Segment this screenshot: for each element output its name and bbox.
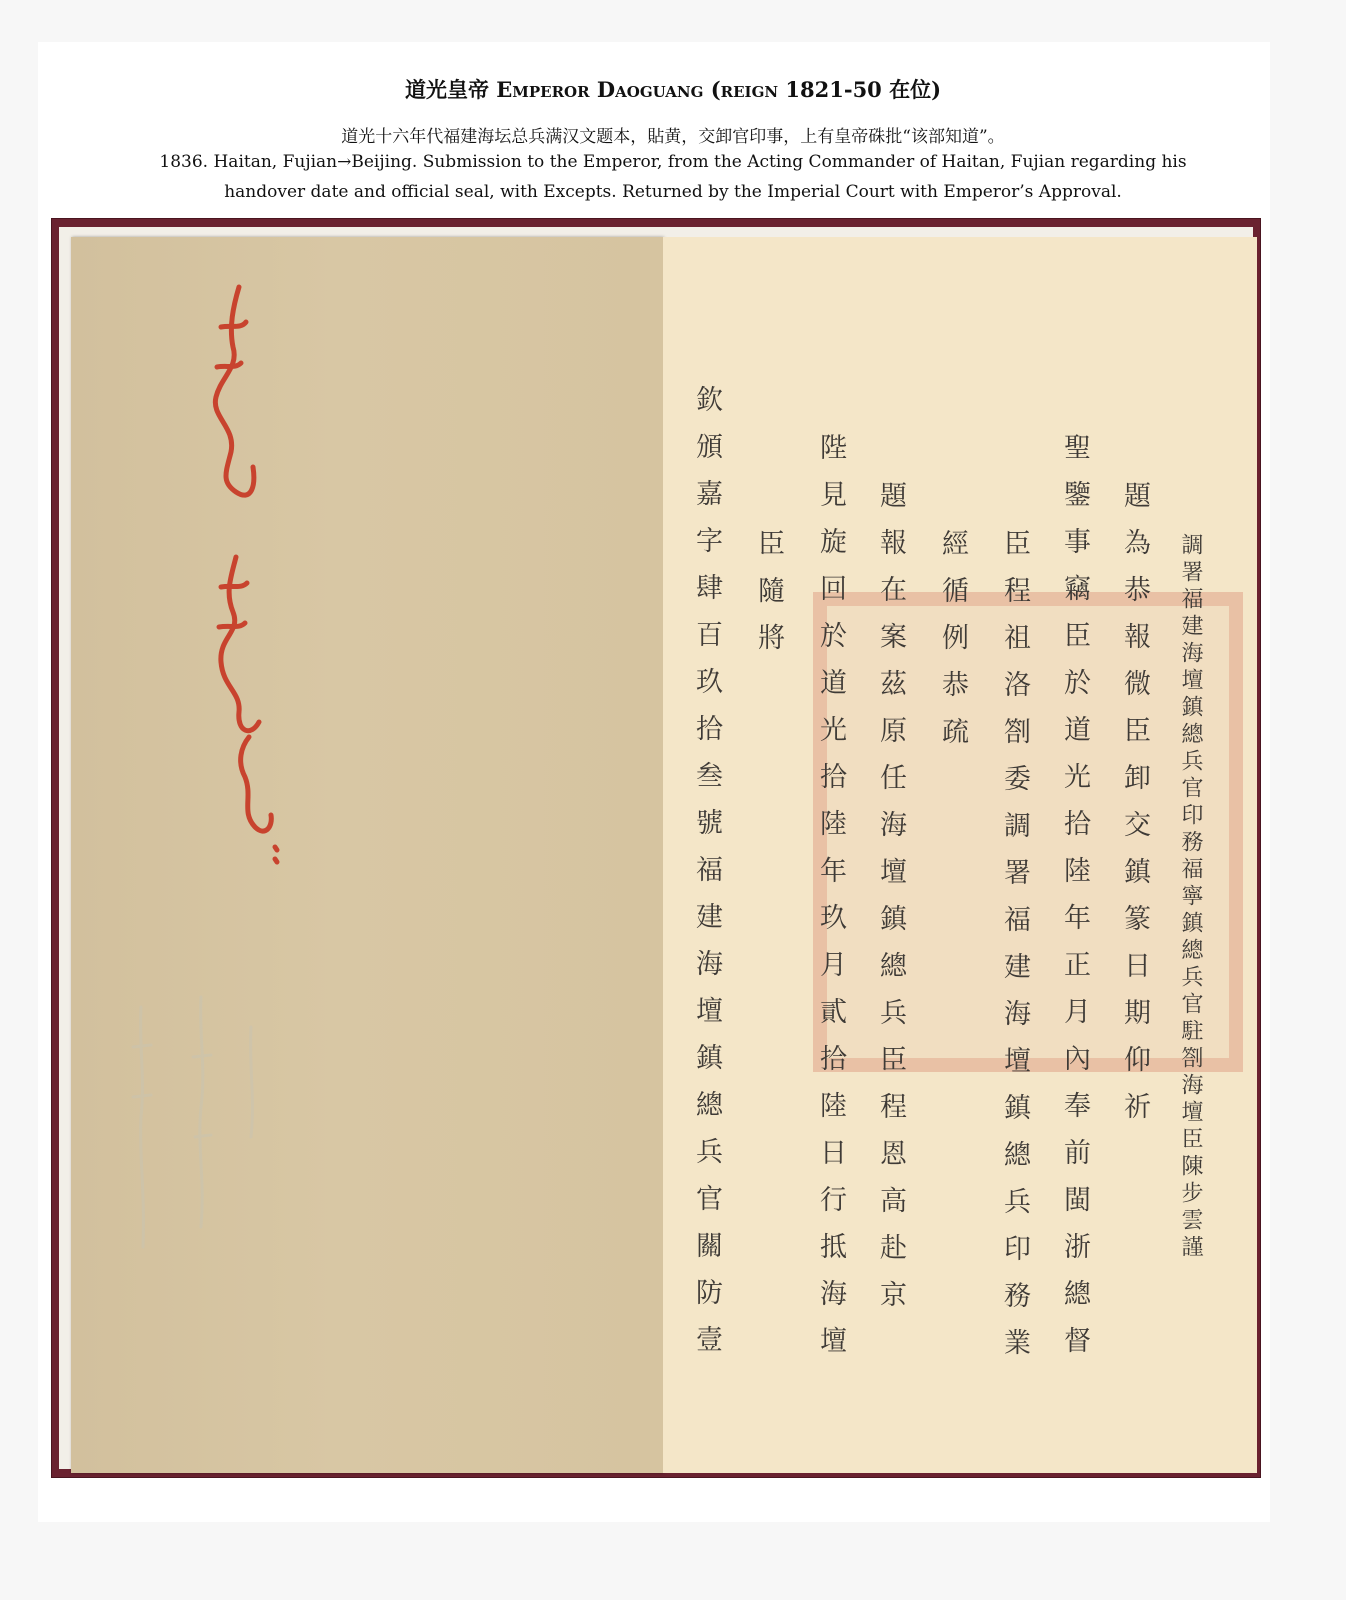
page-title [0,74,1346,104]
vermilion-rescript-image [181,267,281,867]
text-column: 聖鑒事竊臣於道光拾陸年正月內奉前閩浙總督 [1059,433,1090,1373]
text-column: 調署福建海壇鎮總兵官印務福寧鎮總兵官駐劄海壇臣陳步雲謹 [1178,533,1203,1262]
title-english: Emperor Daoguang [496,77,704,102]
faded-manchu-text-image [111,987,271,1287]
title-reign: (reign 1821-50 在位) [710,77,942,102]
manchu-leaf [71,237,663,1473]
caption-english-line1: 1836. Haitan, Fujian→Beijing. Submission to the Emperor, from the Acting Commander of Haitan, Fujian regarding his [159,152,1187,172]
title-chinese: 道光皇帝 [404,77,489,102]
mount-frame [52,219,1260,1477]
text-column: 欽頒嘉字肆百玖拾叁號福建海壇鎮總兵官關防壹 [691,385,722,1372]
chinese-leaf [663,237,1257,1473]
text-column: 題為恭報微臣卸交鎮篆日期仰祈 [1119,481,1150,1139]
mount-inner [59,227,1253,1469]
text-column: 臣程祖洛劄委調署福建海壇鎮總兵印務業 [999,529,1030,1375]
text-column: 題報在案茲原任海壇鎮總兵臣程恩高赴京 [875,481,906,1327]
text-column: 臣隨將 [753,529,784,670]
caption-english-line2: handover date and official seal, with Excepts. Returned by the Imperial Court with Emperor’s Approval. [224,182,1122,202]
text-column: 經循例恭疏 [937,529,968,764]
text-column: 陛見旋回於道光拾陸年玖月貳拾陸日行抵海壇 [815,433,846,1373]
caption-chinese: 道光十六年代福建海坛总兵满汉文题本，貼黄，交卸官印事，上有皇帝硃批“该部知道”。 [341,127,1005,147]
